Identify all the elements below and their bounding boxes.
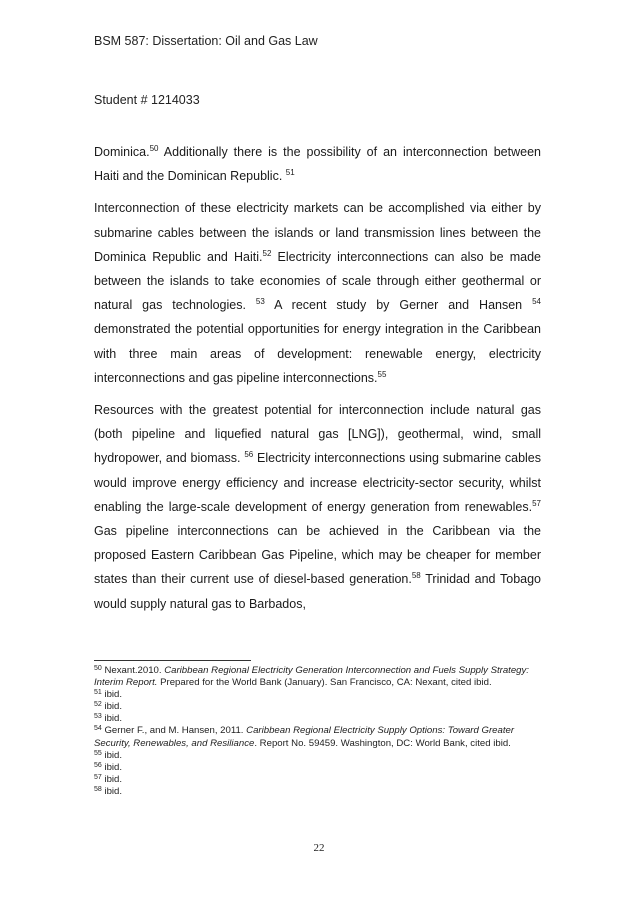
footnote-57-number: 57 [94,773,102,781]
footnote-ref-55[interactable]: 55 [377,369,387,379]
footnote-50-number: 50 [94,665,102,672]
footnote-56-number: 56 [94,761,102,769]
footnote-50-title: Caribbean Regional Electricity Generation Interconnection and Fuels Supply Strategy: Interim Report. [94,665,529,689]
running-header-title: BSM 587: Dissertation: Oil and Gas Law [94,34,318,48]
footnote-53-number: 53 [94,713,102,721]
footnote-ref-53[interactable]: 53 [255,297,265,307]
paragraph-3-text-c: Gas pipeline interconnections can be achieved in the Caribbean via the proposed Eastern Caribbean Gas Pipeline, which may be cheaper for member states than their current use of diesel-based generation. [94,524,541,587]
paragraph-3-text-a: Resources with the greatest potential for interconnection include natural gas (both pipeline and liquefied natural gas [LNG]), geothermal, wind, small hydropower, and biomass. [94,403,541,466]
paragraph-2-text-d: demonstrated the potential opportunities for energy integration in the Caribbean with three main areas of development: renewable energy, electricity interconnections and gas pipeline interconnections. [94,322,541,385]
footnote-55-number: 55 [94,749,102,757]
paragraph-2-text-b: Electricity interconnections can also be made between the islands to take economies of scale through either geothermal or natural gas technologies. [94,249,541,313]
footnote-58-number: 58 [94,785,102,793]
footnote-50-text-b: Prepared for the World Bank (January). San Francisco, CA: Nexant, cited ibid. [157,677,492,689]
footnote-54-text-b: . Report No. 59459. Washington, DC: World Bank, cited ibid. [254,737,511,749]
footnote-ref-58[interactable]: 58 [411,571,421,581]
footnote-56-text: ibid. [101,761,123,773]
footnote-53 [94,713,541,725]
paragraph-1-text-a: Dominica. [94,145,150,159]
footnote-ref-56[interactable]: 56 [244,450,254,460]
footnote-51-text: ibid. [101,689,123,701]
footnote-52 [94,701,541,713]
page-number: 22 [313,842,325,854]
footnote-52-text: ibid. [101,701,123,713]
footnote-ref-50[interactable]: 50 [149,144,159,153]
footnote-separator [94,660,251,661]
paragraph-2-text-c: A recent study by Gerner and Hansen [264,298,533,313]
footnote-57-text: ibid. [101,773,123,785]
paragraph-1-text-b: Additionally there is the possibility of an interconnection between Haiti and the Dominican Republic. [94,145,541,184]
footnote-55 [94,750,541,762]
footnote-56 [94,762,541,774]
paragraph-3 [94,398,541,616]
footnote-54-number: 54 [94,725,102,733]
footnote-54-title: Caribbean Regional Electricity Supply Options: Toward Greater Security, Renewables, and Resiliance [94,725,515,749]
running-header-student-number: Student # 1214033 [94,93,200,107]
paragraph-2-text-a: Interconnection of these electricity markets can be accomplished via either by submarine cables between the islands or land transmission lines between the Dominica Republic and Haiti. [94,201,541,264]
footnote-58-text: ibid. [101,785,123,797]
footnote-50-text-a: Nexant.2010. [101,665,165,676]
footnote-55-text: ibid. [101,749,123,761]
footnote-51 [94,689,541,701]
paragraph-3-text-b: Electricity interconnections using submarine cables would improve energy efficiency and increase electricity-sector security, whilst enabling the large-scale development of energy generation from renewables. [94,451,542,514]
footnote-53-text: ibid. [101,713,123,725]
footnotes [94,665,541,798]
footnote-ref-54[interactable]: 54 [532,297,541,307]
footnote-ref-51[interactable]: 51 [285,168,295,178]
footnote-54-text-a: Gerner F., and M. Hansen, 2011. [101,725,247,737]
footnote-ref-57[interactable]: 57 [532,498,541,508]
paragraph-3-text-d: Trinidad and Tobago would supply natural gas to Barbados, [94,572,541,611]
footnote-58 [94,786,541,798]
footnote-52-number: 52 [94,701,102,709]
footnote-ref-52[interactable]: 52 [262,248,272,258]
paragraph-1 [94,140,541,188]
paragraph-2 [94,196,541,390]
footnote-50 [94,665,541,689]
footnote-51-number: 51 [94,689,102,697]
footnote-54 [94,725,541,749]
body-text [94,140,541,624]
footnote-57 [94,774,541,786]
